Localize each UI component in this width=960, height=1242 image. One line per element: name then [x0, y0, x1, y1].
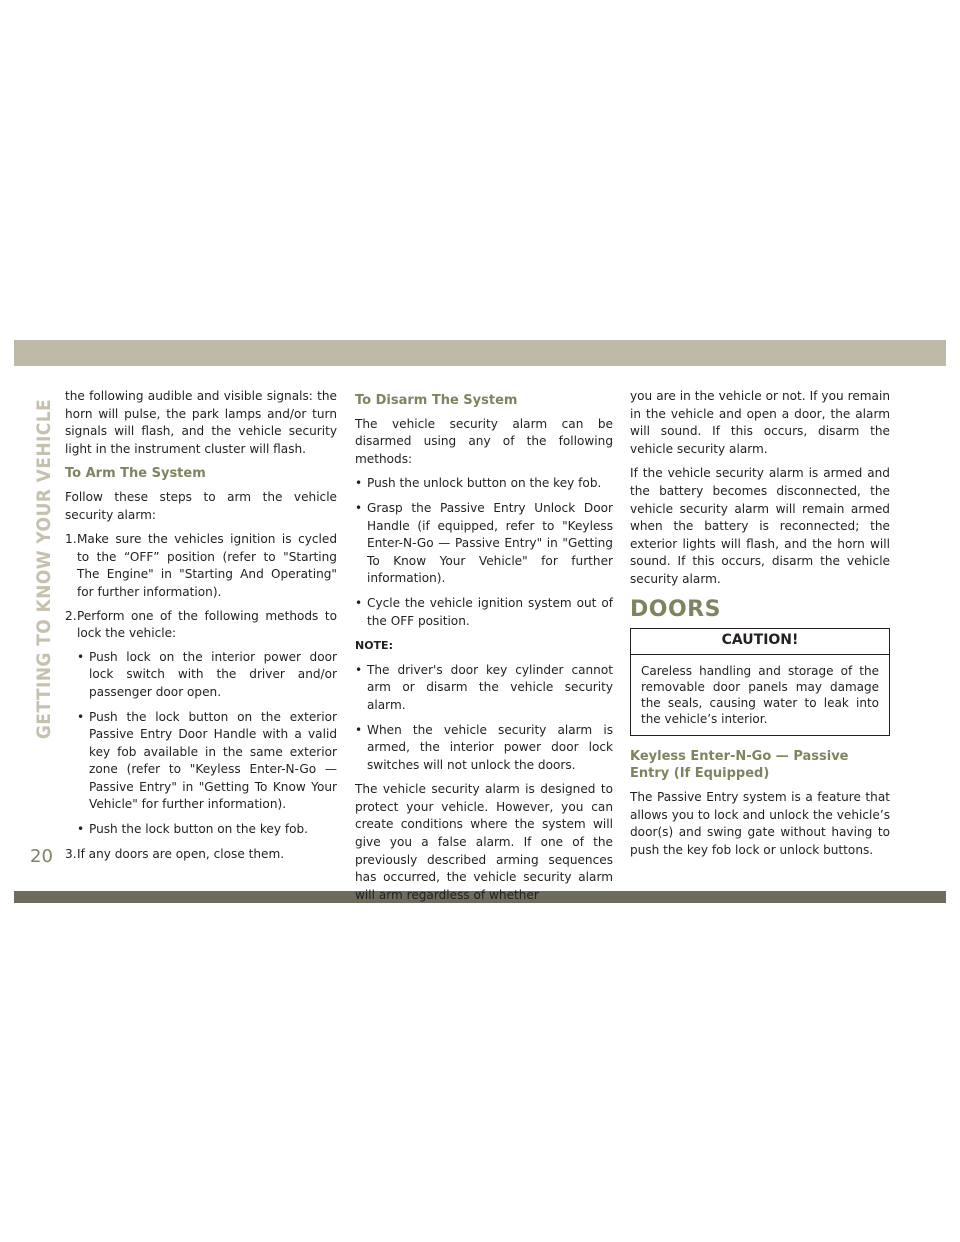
note-text: The driver's door key cylinder cannot arm or disarm the vehicle security alarm.: [367, 662, 613, 712]
continued-paragraph: you are in the vehicle or not. If you remain in the vehicle and open a door, the alarm will sound. If this occurs, disarm the vehicle security alarm.: [630, 389, 890, 456]
page-number: 20: [30, 846, 53, 867]
method-text: Push the unlock button on the key fob.: [367, 476, 602, 491]
arm-step-3: [65, 846, 337, 864]
bullet: •: [355, 662, 363, 677]
doors-heading: DOORS: [630, 596, 721, 622]
arm-substep-3: [77, 821, 337, 839]
bullet: •: [77, 709, 85, 724]
note-heading: NOTE:: [355, 639, 393, 653]
disarm-method-3: [355, 595, 613, 630]
step-text: If any doors are open, close them.: [77, 846, 285, 861]
caution-title: CAUTION!: [631, 629, 889, 655]
header-band: [14, 340, 946, 366]
intro-paragraph: the following audible and visible signals: the horn will pulse, the park lamps and/or turn signals will flash, and the vehicle security light in the instrument cluster will flash.: [65, 389, 337, 456]
substep-text: Push lock on the interior power door lock switch with the driver and/or passenger door open.: [89, 649, 337, 699]
column-3: [630, 388, 890, 866]
disarm-heading: To Disarm The System: [355, 393, 518, 408]
arm-heading: To Arm The System: [65, 466, 206, 482]
substep-text: Push the lock button on the key fob.: [89, 822, 309, 837]
step-number: 1.: [65, 532, 77, 547]
bullet: •: [355, 595, 363, 610]
column-1: [65, 388, 337, 869]
disarm-method-1: [355, 475, 613, 493]
arm-step-2: [65, 608, 337, 643]
caution-text: Careless handling and storage of the removable door panels may damage the seals, causing water to leak into the vehicle’s interior.: [641, 663, 879, 726]
bullet: •: [355, 500, 363, 515]
bullet: •: [355, 722, 363, 737]
battery-paragraph: If the vehicle security alarm is armed and the battery becomes disconnected, the vehicle security alarm will remain armed when the battery is reconnected; the exterior lights will flash, and the horn will sound. If this occurs, disarm the vehicle security alarm.: [630, 466, 890, 586]
bullet: •: [77, 822, 85, 837]
designed-paragraph: The vehicle security alarm is designed to protect your vehicle. However, you can create conditions where the system will give you a false alarm. If one of the previously described arming sequences has occurred, the vehicle security alarm will arm regardless of whether: [355, 782, 613, 902]
note-item-1: [355, 662, 613, 715]
step-number: 2.: [65, 608, 77, 623]
arm-intro: Follow these steps to arm the vehicle security alarm:: [65, 489, 337, 522]
caution-box: [630, 628, 890, 736]
step-text: Perform one of the following methods to lock the vehicle:: [77, 608, 337, 641]
step-number: 3.: [65, 846, 77, 861]
arm-substep-2: [77, 709, 337, 815]
disarm-method-2: [355, 500, 613, 588]
method-text: Cycle the vehicle ignition system out of the OFF position.: [367, 595, 613, 628]
bullet: •: [355, 476, 363, 491]
bullet: •: [77, 649, 85, 664]
method-text: Grasp the Passive Entry Unlock Door Handle (if equipped, refer to "Keyless Enter-N-Go — Passive Entry" in "Getting To Know Your Vehicle" for further information).: [367, 500, 613, 586]
note-text: When the vehicle security alarm is armed, the interior power door lock switches will not unlock the doors.: [367, 722, 613, 772]
step-text: Make sure the vehicles ignition is cycled to the “OFF” position (refer to "Starting The Engine" in "Starting And Operating" for further information).: [77, 532, 337, 599]
substep-text: Push the lock button on the exterior Passive Entry Door Handle with a valid key fob available in the same exterior zone (refer to "Keyless Enter-N-Go — Passive Entry" in "Getting To Know Your Vehicle" for further information).: [89, 709, 337, 812]
arm-substep-1: [77, 649, 337, 702]
disarm-intro: The vehicle security alarm can be disarmed using any of the following methods:: [355, 416, 613, 466]
column-2: [355, 388, 613, 911]
arm-step-1: [65, 531, 337, 601]
keyless-paragraph: The Passive Entry system is a feature that allows you to lock and unlock the vehicle’s door(s) and swing gate without having to push the key fob lock or unlock buttons.: [630, 789, 890, 857]
note-item-2: [355, 722, 613, 775]
section-side-tab: [32, 394, 56, 744]
keyless-heading: Keyless Enter-N-Go — Passive Entry (If Equipped): [630, 748, 849, 782]
section-side-tab-label: GETTING TO KNOW YOUR VEHICLE: [33, 398, 55, 740]
